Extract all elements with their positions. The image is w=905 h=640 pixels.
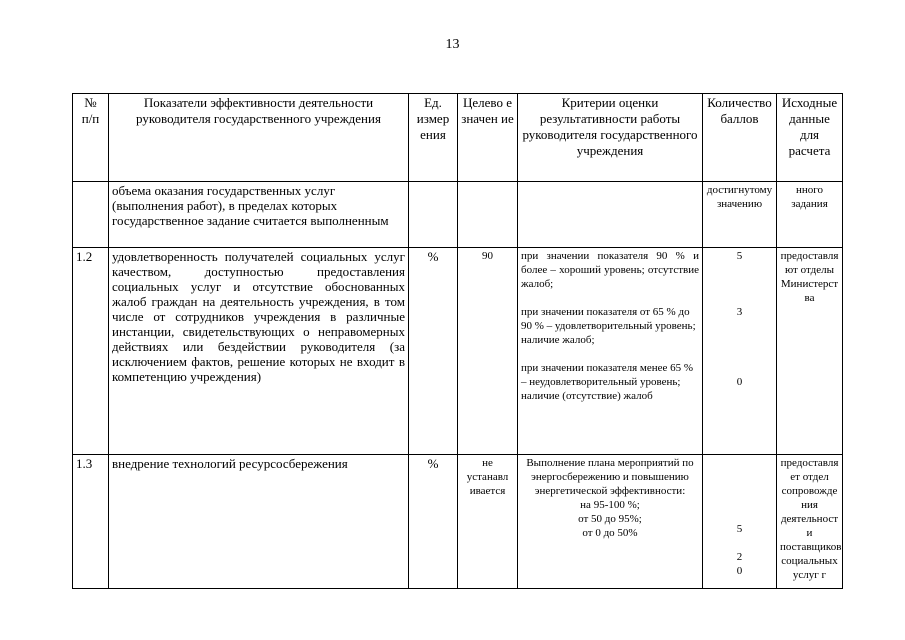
row-criteria (518, 182, 703, 248)
header-criteria: Критерии оценки результативности работы руководителя государственного учреждения (518, 94, 703, 182)
row-source: нного задания (777, 182, 843, 248)
score-value: 2 (736, 551, 743, 563)
row-num: 1.2 (73, 248, 109, 455)
score-value: 5 (736, 250, 743, 262)
criteria-item: при значении показателя менее 65 % – неудовлетворительный уровень; наличие (отсутствие) жалоб (521, 362, 694, 402)
header-indicator: Показатели эффективности деятельности руководителя государственного учреждения (109, 94, 409, 182)
row-target: не устанавл ивается (458, 455, 518, 589)
row-score (703, 248, 777, 455)
row-score (703, 455, 777, 589)
table-row (73, 248, 843, 455)
row-source: предоставля ют отделы Министерст ва (777, 248, 843, 455)
row-criteria (518, 455, 703, 589)
table-row (73, 455, 843, 589)
row-criteria (518, 248, 703, 455)
row-unit (409, 182, 458, 248)
criteria-item: от 0 до 50% (582, 527, 638, 539)
row-unit: % (409, 248, 458, 455)
score-value: 0 (736, 376, 743, 388)
row-target: 90 (458, 248, 518, 455)
criteria-table (72, 93, 843, 589)
score-value: достигнутому значению (706, 184, 773, 210)
row-num (73, 182, 109, 248)
row-source: предоставля ет отдел сопровожде ния деятельност и поставщиков социальных услуг г (777, 455, 843, 589)
row-indicator: внедрение технологий ресурсосбережения (109, 455, 409, 589)
criteria-item: Выполнение плана мероприятий по энергосбережению и повышению энергетической эффективности: (526, 457, 694, 497)
criteria-item: от 50 до 95%; (578, 513, 642, 525)
row-unit: % (409, 455, 458, 589)
row-score (703, 182, 777, 248)
header-target: Целево е значен ие (458, 94, 518, 182)
row-indicator: удовлетворенность получателей социальных услуг качеством, доступностью предоставления социальных услуг и отсутствие обоснованных жалоб граждан на деятельность учреждения, в том числе от сотрудников учреждения в различные инстанции, свидетельствующих о неправомерных действиях или бездействии руководителя (за исключением фактов, решение которых не входит в компетенцию учреждения) (109, 248, 409, 455)
table-header-row (73, 94, 843, 182)
criteria-item: на 95-100 %; (580, 499, 640, 511)
row-target (458, 182, 518, 248)
criteria-item: при значении показателя от 65 % до 90 % – удовлетворительный уровень; наличие жалоб; (521, 306, 696, 346)
page-number: 13 (445, 37, 460, 52)
criteria-item: при значении показателя 90 % и более – хороший уровень; отсутствие жалоб; (521, 250, 699, 290)
header-num: № п/п (73, 94, 109, 182)
table-row (73, 182, 843, 248)
score-value: 3 (736, 306, 743, 318)
header-unit: Ед. измер ения (409, 94, 458, 182)
row-num: 1.3 (73, 455, 109, 589)
score-value: 5 (736, 523, 743, 535)
score-value: 0 (736, 565, 743, 577)
header-source: Исходные данные для расчета (777, 94, 843, 182)
header-score: Количество баллов (703, 94, 777, 182)
row-indicator: объема оказания государственных услуг (выполнения работ), в пределах которых государственное задание считается выполненным (109, 182, 409, 248)
